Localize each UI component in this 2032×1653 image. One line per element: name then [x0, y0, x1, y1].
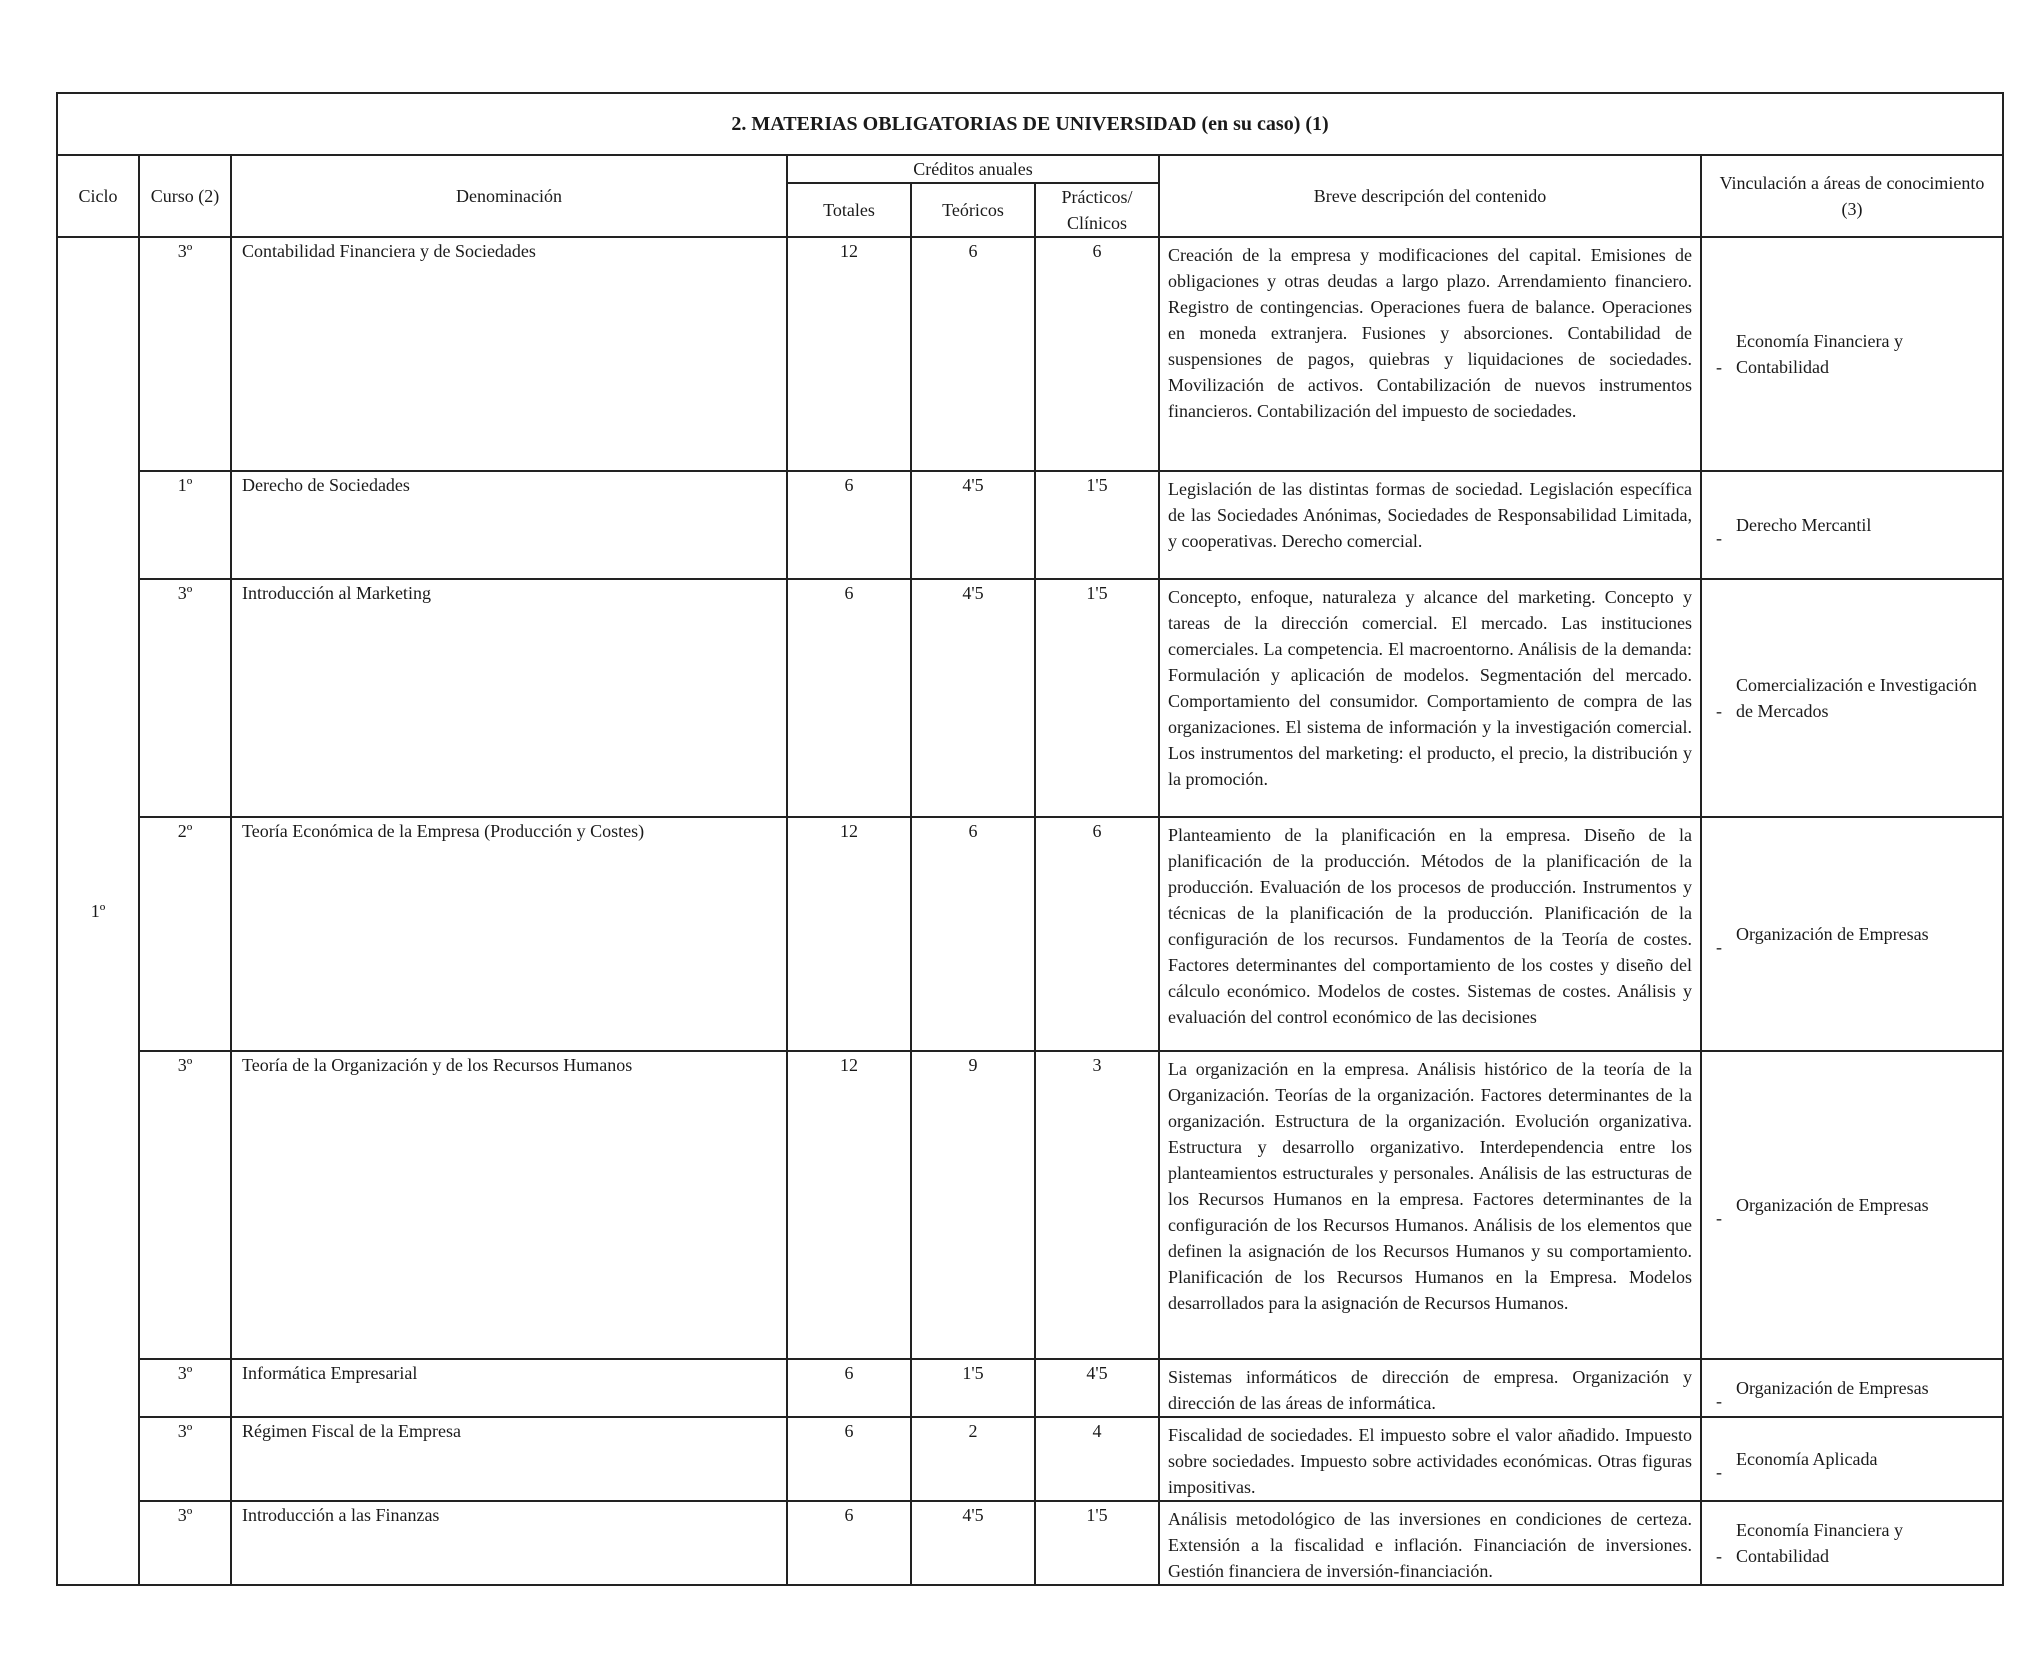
header-descripcion: Breve descripción del contenido	[1159, 155, 1701, 237]
teoricos-cell: 2	[911, 1417, 1035, 1501]
teoricos-cell: 1'5	[911, 1359, 1035, 1417]
list-dash: -	[1716, 1546, 1722, 1566]
practicos-cell: 6	[1035, 817, 1159, 1051]
denominacion-cell: Derecho de Sociedades	[231, 471, 787, 579]
denominacion-cell: Teoría de la Organización y de los Recursos Humanos	[231, 1051, 787, 1359]
teoricos-cell: 6	[911, 817, 1035, 1051]
totales-cell: 6	[787, 1417, 911, 1501]
table-row	[57, 817, 2003, 1051]
area-cell	[1701, 1051, 2003, 1359]
totales-cell: 12	[787, 1051, 911, 1359]
header-ciclo: Ciclo	[57, 155, 139, 237]
teoricos-cell: 4'5	[911, 471, 1035, 579]
teoricos-cell: 9	[911, 1051, 1035, 1359]
area-cell	[1701, 579, 2003, 817]
table-row	[57, 471, 2003, 579]
list-dash: -	[1716, 1208, 1722, 1228]
practicos-cell: 3	[1035, 1051, 1159, 1359]
area-cell	[1701, 1417, 2003, 1501]
table-title: 2. MATERIAS OBLIGATORIAS DE UNIVERSIDAD (en su caso) (1)	[57, 93, 2003, 155]
practicos-cell: 6	[1035, 237, 1159, 471]
area-cell	[1701, 1501, 2003, 1585]
descripcion-cell: Legislación de las distintas formas de sociedad. Legislación específica de las Sociedades Anónimas, Sociedades de Responsabilidad Limitada, y cooperativas. Derecho comercial.	[1159, 471, 1701, 579]
list-dash: -	[1716, 528, 1722, 548]
teoricos-cell: 4'5	[911, 579, 1035, 817]
practicos-cell: 1'5	[1035, 1501, 1159, 1585]
curso-cell: 3º	[139, 1417, 231, 1501]
practicos-cell: 1'5	[1035, 471, 1159, 579]
header-denominacion: Denominación	[231, 155, 787, 237]
curso-cell: 3º	[139, 1501, 231, 1585]
practicos-cell: 4	[1035, 1417, 1159, 1501]
header-curso: Curso (2)	[139, 155, 231, 237]
denominacion-cell: Teoría Económica de la Empresa (Producción y Costes)	[231, 817, 787, 1051]
area-text: Comercialización e Investigación de Mercados	[1736, 675, 1977, 721]
totales-cell: 6	[787, 471, 911, 579]
descripcion-cell: Fiscalidad de sociedades. El impuesto sobre el valor añadido. Impuesto sobre sociedades. Impuesto sobre actividades económicas. Otras figuras impositivas.	[1159, 1417, 1701, 1501]
area-cell	[1701, 817, 2003, 1051]
subjects-table	[56, 92, 2004, 1586]
table-row	[57, 1501, 2003, 1585]
practicos-cell: 4'5	[1035, 1359, 1159, 1417]
descripcion-cell: Sistemas informáticos de dirección de empresa. Organización y dirección de las áreas de informática.	[1159, 1359, 1701, 1417]
curso-cell: 3º	[139, 1359, 231, 1417]
header-teoricos: Teóricos	[911, 183, 1035, 237]
table-row	[57, 237, 2003, 471]
area-text: Economía Aplicada	[1736, 1449, 1878, 1469]
list-dash: -	[1716, 1462, 1722, 1482]
list-dash: -	[1716, 701, 1722, 721]
table-row	[57, 1417, 2003, 1501]
curso-cell: 3º	[139, 237, 231, 471]
area-text: Organización de Empresas	[1736, 1378, 1929, 1398]
curso-cell: 3º	[139, 1051, 231, 1359]
area-text: Derecho Mercantil	[1736, 515, 1872, 535]
curso-cell: 1º	[139, 471, 231, 579]
table-row	[57, 579, 2003, 817]
denominacion-cell: Introducción a las Finanzas	[231, 1501, 787, 1585]
totales-cell: 12	[787, 817, 911, 1051]
header-creditos-anuales: Créditos anuales	[787, 155, 1159, 183]
denominacion-cell: Régimen Fiscal de la Empresa	[231, 1417, 787, 1501]
denominacion-cell: Introducción al Marketing	[231, 579, 787, 817]
area-text: Economía Financiera y Contabilidad	[1736, 331, 1903, 377]
descripcion-cell: Concepto, enfoque, naturaleza y alcance del marketing. Concepto y tareas de la dirección comercial. El mercado. Las instituciones comerciales. La competencia. El macroentorno. Análisis de la demanda: Formulación y aplicación de modelos. Segmentación del mercado. Comportamiento del consumidor. Comportamiento de compra de las organizaciones. El sistema de información y la investigación comercial. Los instrumentos del marketing: el producto, el precio, la distribución y la promoción.	[1159, 579, 1701, 817]
table-row	[57, 1051, 2003, 1359]
denominacion-cell: Informática Empresarial	[231, 1359, 787, 1417]
ciclo-cell	[57, 237, 139, 1585]
area-cell	[1701, 1359, 2003, 1417]
header-practicos: Prácticos/ Clínicos	[1035, 183, 1159, 237]
area-text: Economía Financiera y Contabilidad	[1736, 1520, 1903, 1566]
area-cell	[1701, 237, 2003, 471]
area-cell	[1701, 471, 2003, 579]
header-totales: Totales	[787, 183, 911, 237]
descripcion-cell: Planteamiento de la planificación en la empresa. Diseño de la planificación de la producción. Métodos de la planificación de la producción. Evaluación de los procesos de producción. Instrumentos y técnicas de la planificación de la producción. Planificación de la configuración de los recursos. Fundamentos de la Teoría de costes. Factores determinantes del comportamiento de los costes y diseño del cálculo económico. Modelos de costes. Sistemas de costes. Análisis y evaluación del control económico de las decisiones	[1159, 817, 1701, 1051]
ciclo-value: 1º	[90, 901, 106, 921]
totales-cell: 6	[787, 1501, 911, 1585]
denominacion-cell: Contabilidad Financiera y de Sociedades	[231, 237, 787, 471]
list-dash: -	[1716, 357, 1722, 377]
header-vinculacion: Vinculación a áreas de conocimiento (3)	[1701, 155, 2003, 237]
practicos-cell: 1'5	[1035, 579, 1159, 817]
descripcion-cell: Creación de la empresa y modificaciones del capital. Emisiones de obligaciones y otras deudas a largo plazo. Arrendamiento financiero. Registro de contingencias. Operaciones fuera de balance. Operaciones en moneda extranjera. Fusiones y absorciones. Contabilidad de suspensiones de pagos, quiebras y liquidaciones de sociedades. Movilización de activos. Contabilización de nuevos instrumentos financieros. Contabilización del impuesto de sociedades.	[1159, 237, 1701, 471]
teoricos-cell: 6	[911, 237, 1035, 471]
teoricos-cell: 4'5	[911, 1501, 1035, 1585]
totales-cell: 12	[787, 237, 911, 471]
list-dash: -	[1716, 1391, 1722, 1411]
curso-cell: 3º	[139, 579, 231, 817]
descripcion-cell: La organización en la empresa. Análisis histórico de la teoría de la Organización. Teorías de la organización. Factores determinantes de la organización. Estructura de la organización. Evolución organizativa. Estructura y desarrollo organizativo. Interdependencia entre los planteamientos estructurales y personales. Análisis de las estructuras de los Recursos Humanos en la empresa. Factores determinantes de la configuración de los Recursos Humanos. Análisis de los elementos que definen la asignación de los Recursos Humanos y su comportamiento. Planificación de los Recursos Humanos en la Empresa. Modelos desarrollados para la asignación de Recursos Humanos.	[1159, 1051, 1701, 1359]
area-text: Organización de Empresas	[1736, 924, 1929, 944]
list-dash: -	[1716, 937, 1722, 957]
curso-cell: 2º	[139, 817, 231, 1051]
totales-cell: 6	[787, 579, 911, 817]
table-row	[57, 1359, 2003, 1417]
document-page	[56, 92, 2002, 1586]
area-text: Organización de Empresas	[1736, 1195, 1929, 1215]
totales-cell: 6	[787, 1359, 911, 1417]
descripcion-cell: Análisis metodológico de las inversiones en condiciones de certeza. Extensión a la fiscalidad e inflación. Financiación de inversiones. Gestión financiera de inversión-financiación.	[1159, 1501, 1701, 1585]
